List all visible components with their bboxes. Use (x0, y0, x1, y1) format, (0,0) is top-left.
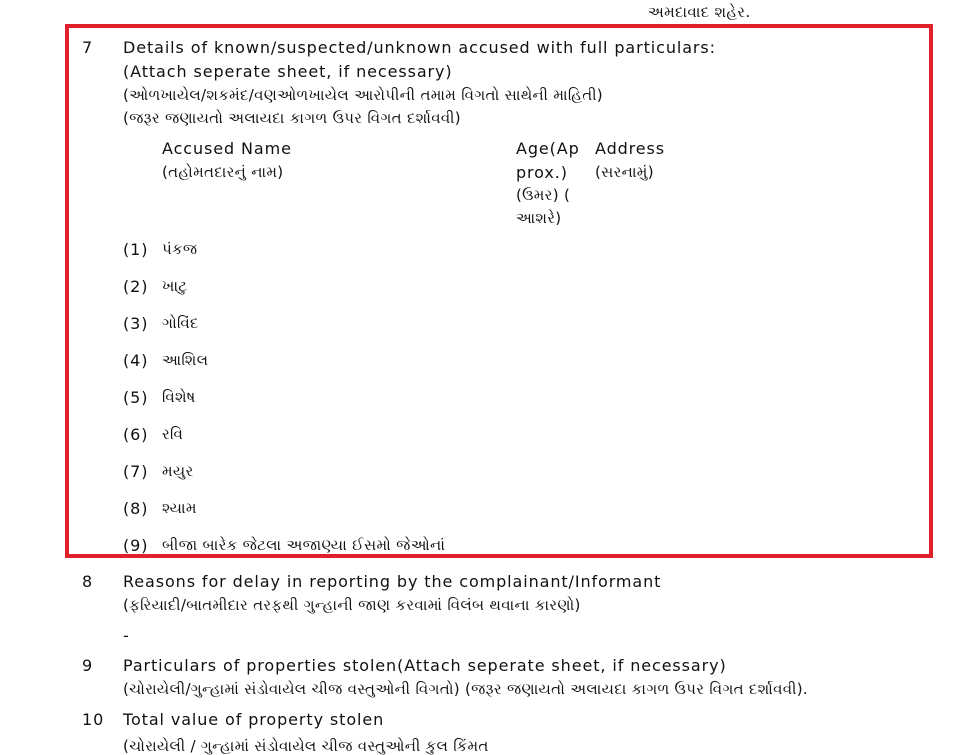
list-item-number: (9) (123, 536, 149, 555)
column-header-age-guj: (ઉમર) ( (516, 186, 571, 204)
list-item-number: (4) (123, 351, 149, 370)
list-item-number: (8) (123, 499, 149, 518)
list-item-name: રવિ (162, 425, 184, 443)
column-header-age-guj-2: આશરે) (516, 209, 562, 227)
list-item-number: (5) (123, 388, 149, 407)
highlight-box (65, 24, 933, 558)
section-title-guj: (ચોરાયેલી / ગુન્હામાં સંડોવાયેલ ચીજ વસ્તુઓની કુલ કિંમત (123, 737, 489, 755)
list-item-number: (3) (123, 314, 149, 333)
section-title-guj: (ચોરાયેલી/ગુન્હામાં સંડોવાયેલ ચીજ વસ્તુઓની વિગતો) (જરૂર જણાયતો અલાયદા કાગળ ઉપર વિગત દર્શાવવી). (123, 680, 808, 698)
section-title: Total value of property stolen (123, 710, 385, 729)
list-item-name: બીજા બારેક જેટલા અજાણ્યા ઈસમો જેઓનાં (162, 536, 446, 554)
list-item-name: આશિલ (162, 351, 209, 369)
list-item-name: પંકજ (162, 240, 198, 258)
section-number: 8 (82, 572, 94, 591)
list-item-name: ખાટુ (162, 277, 188, 295)
column-header-age: Age(Ap (516, 139, 580, 158)
section-note-guj: (જરૂર જણાયતો અલાયદા કાગળ ઉપર વિગત દર્શાવવી) (123, 109, 461, 127)
header-fragment: અમદાવાદ શહેર. (648, 3, 751, 21)
list-item-number: (2) (123, 277, 149, 296)
list-item-number: (7) (123, 462, 149, 481)
section-value: - (123, 626, 130, 645)
list-item-name: ગોવિંદ (162, 314, 199, 332)
list-item-number: (6) (123, 425, 149, 444)
list-item-name: શ્યામ (162, 499, 197, 517)
section-title: Particulars of properties stolen(Attach seperate sheet, if necessary) (123, 656, 727, 675)
section-note: (Attach seperate sheet, if necessary) (123, 62, 453, 81)
column-header-address: Address (595, 139, 666, 158)
section-title-guj: (ઓળખાયેલ/શકમંદ/વણઓળખાયેલ આરોપીની તમામ વિગતો સાથેની માહિતી) (123, 86, 603, 104)
list-item-name: વિશેષ (162, 388, 196, 406)
column-header-name: Accused Name (162, 139, 292, 158)
section-number: 10 (82, 710, 105, 729)
section-title-guj: (ફરિયાદી/બાતમીદાર તરફથી ગુન્હાની જાણ કરવામાં વિલંબ થવાના કારણો) (123, 596, 581, 614)
column-header-name-guj: (તહોમતદારનું નામ) (162, 163, 284, 181)
section-number: 9 (82, 656, 94, 675)
section-number: 7 (82, 38, 94, 57)
section-title: Details of known/suspected/unknown accused with full particulars: (123, 38, 716, 57)
column-header-address-guj: (સરનામું) (595, 163, 654, 181)
list-item-number: (1) (123, 240, 149, 259)
column-header-age-2: prox.) (516, 163, 568, 182)
section-title: Reasons for delay in reporting by the complainant/Informant (123, 572, 662, 591)
list-item-name: મયુર (162, 462, 194, 480)
